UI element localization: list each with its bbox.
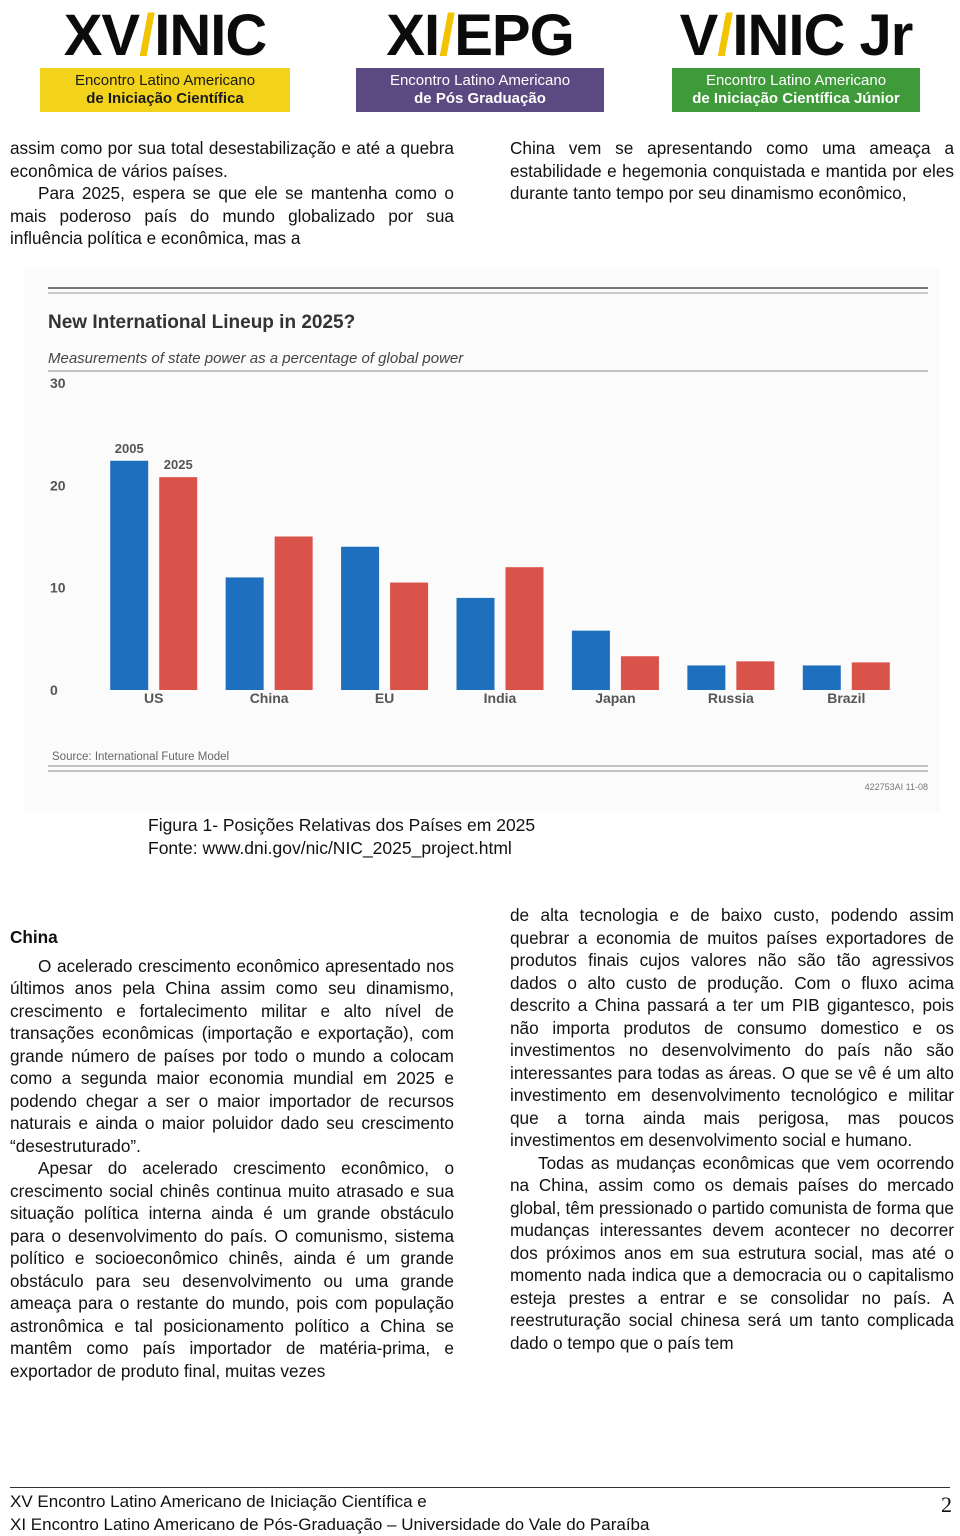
bar-2005-japan (572, 631, 610, 690)
paragraph: Todas as mudanças econômicas que vem ocorrendo na China, assim como os demais países do mercado global, têm pressionado o partido comunista de forma que mudanças interessantes devem acontecer no decorrer dos próximos anos em sua estrutura social, mas até o momento nada indica que a democracia ou o capitalismo esteja prestes a entrar e se consolidar no país. A reestruturação social chinesa será um tanto complicada dado o tempo que o país tem (510, 1152, 954, 1353)
x-tick-label: EU (374, 690, 395, 706)
logo-banner: Encontro Latino Americano de Pós Graduação (356, 68, 604, 112)
footer-divider (10, 1487, 950, 1488)
bar-2005-china (226, 577, 264, 690)
bar-2005-eu (341, 547, 379, 690)
logo-xi-epg (356, 4, 604, 110)
paragraph: de alta tecnologia e de baixo custo, podendo assim quebrar a economia de muitos países exportadores de produtos finais cujos valores não são tão agressivos dados o alto custo de produção. Com o fluxo acima descrito a China passará a ter um PIB gigantesco, pois não importa produtos de consumo domestico e os investimentos no desenvolvimento do país não são interessantes para todas as áreas. O que se vê é um alto investimento em desenvolvimento tecnológico e militar que a torna ainda mais perigosa, mas poucos investimentos em desenvolvimento social e humano. (510, 905, 954, 1150)
bar-2005-russia (687, 665, 725, 690)
y-tick-label: 30 (50, 375, 66, 391)
legend-label: 2005 (114, 440, 144, 456)
x-tick-label: Russia (707, 690, 754, 706)
x-tick-label: India (483, 690, 517, 706)
bar-2025-china (275, 537, 313, 691)
logo-banner: Encontro Latino Americano de Iniciação Científica Júnior (672, 68, 920, 112)
logo-v-inic-jr (672, 4, 920, 110)
bar-2025-eu (390, 583, 428, 690)
footer: XV Encontro Latino Americano de Iniciação Científica e XI Encontro Latino Americano de Pós-Graduação – Universidade do Vale do Paraíba (10, 1492, 650, 1534)
chart-code: 422753AI 11-08 (864, 782, 928, 792)
chart-title: New International Lineup in 2025? (48, 312, 356, 333)
body-right-column (510, 904, 954, 1354)
x-tick-label: US (143, 690, 164, 706)
paragraph: Para 2025, espera se que ele se mantenha como o mais poderoso país do mundo globalizado por sua influência política e econômica, mas a (10, 183, 454, 248)
paragraph: assim como por sua total desestabilização e até a quebra econômica de vários países. (10, 138, 454, 181)
bar-chart (24, 268, 940, 813)
bar-2025-india (506, 567, 544, 690)
chart-subtitle: Measurements of state power as a percentage of global power (48, 350, 464, 367)
x-tick-label: Brazil (827, 690, 866, 706)
figure-caption: Figura 1- Posições Relativas dos Países em 2025 Fonte: www.dni.gov/nic/NIC_2025_project.html (148, 815, 536, 858)
x-tick-label: China (249, 690, 289, 706)
bar-2005-india (457, 598, 495, 690)
top-left-column (10, 137, 454, 250)
figure-chart (24, 268, 940, 813)
body-left-column (10, 926, 454, 1382)
paragraph: O acelerado crescimento econômico apresentado nos últimos anos pela China assim como seu dinamismo, crescimento e fortalecimento militar e alto nível de transações econômicas (importação e exportação), com grande número de países por todo o mundo a colocam como a segunda maior economia mundial em 2025 e podendo chegar a ser o maior importador de recursos naturais e ainda o maior poluidor dado seu crescimento “desestruturado”. (10, 955, 454, 1156)
y-tick-label: 10 (50, 579, 66, 596)
top-right-column (510, 137, 954, 205)
bar-2005-us (110, 461, 148, 690)
bar-2005-brazil (803, 665, 841, 690)
section-heading: China (10, 927, 58, 947)
x-tick-label: Japan (595, 690, 636, 706)
logo-banner: Encontro Latino Americano de Iniciação Científica (40, 68, 290, 112)
bar-2025-japan (621, 656, 659, 690)
logo-title: XI/EPG (386, 3, 574, 68)
chart-source: Source: International Future Model (52, 751, 230, 763)
legend-label: 2025 (163, 457, 193, 473)
bar-2025-us (159, 477, 197, 690)
bar-2025-brazil (852, 662, 890, 690)
page-number: 2 (941, 1492, 952, 1517)
logo-title: XV/INIC (63, 3, 267, 68)
logo-xv-inic (40, 4, 290, 110)
paragraph: China vem se apresentando como uma ameaça a estabilidade e hegemonia conquistada e mantida por eles durante tanto tempo por seu dinamismo econômico, (510, 138, 954, 203)
figure-source: Fonte: www.dni.gov/nic/NIC_2025_project.html (148, 838, 512, 858)
bar-2025-russia (736, 661, 774, 690)
y-tick-label: 20 (50, 477, 66, 494)
y-tick-label: 0 (50, 682, 58, 698)
logo-title: V/INIC Jr (679, 3, 913, 68)
paragraph: Apesar do acelerado crescimento econômico, o crescimento social chinês continua muito atrasado e sua situação política interna ainda é um grande obstáculo para o desenvolvimento do país. O comunismo, sistema político e socioeconômico chinês, ainda é um grande obstáculo para seu desenvolvimento ou uma grande ameaça para o restante do mundo, pois com população astronômica e tal posicionamento político a China se mantêm como país importador de matéria-prima, e exportador de produto final, muitas vezes (10, 1158, 454, 1381)
